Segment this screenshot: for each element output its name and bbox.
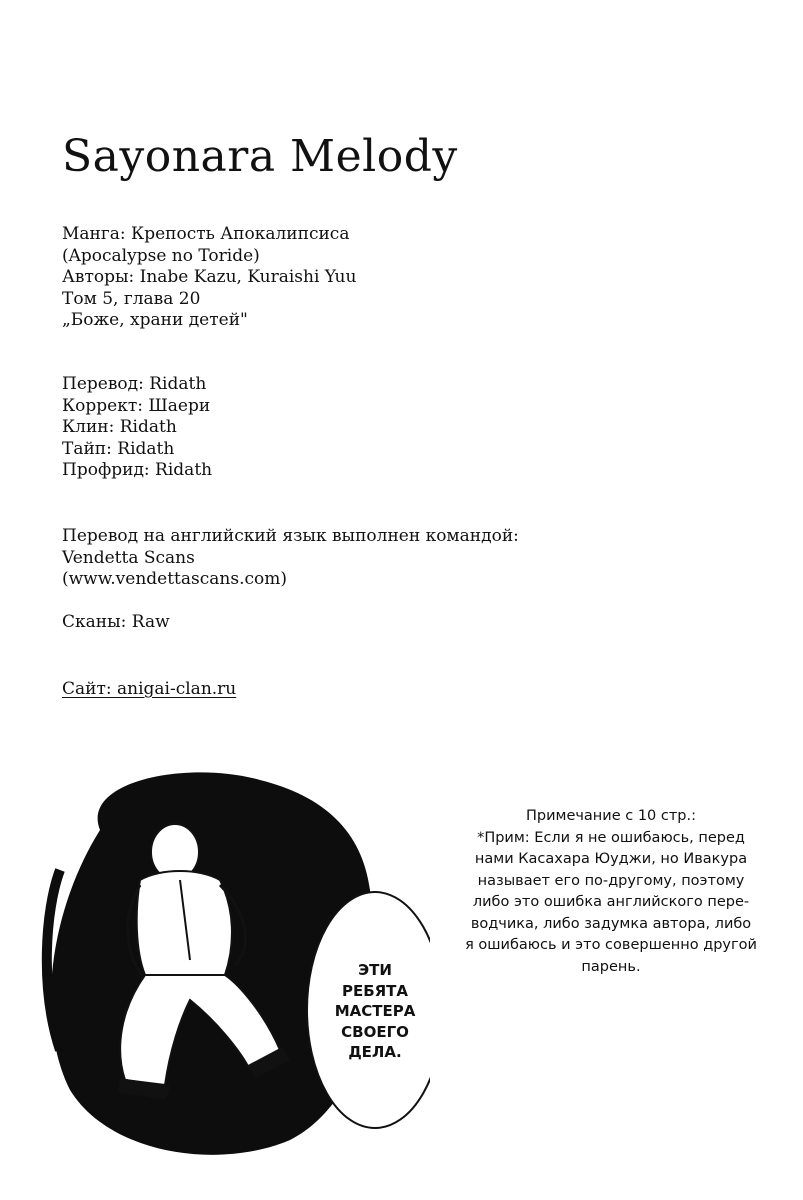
note-heading: Примечание с 10 стр.:: [525, 808, 697, 824]
note-line: называет его по-другому, поэтому: [477, 872, 745, 889]
figure-torso: [137, 871, 232, 975]
manga-title-line: Манга: Крепость Апокалипсиса: [62, 224, 350, 244]
scans-line: Сканы: Raw: [62, 612, 170, 632]
credit-typesetting: Тайп: Ridath: [62, 438, 175, 459]
bubble-line-2: РЕБЯТА: [341, 981, 409, 1000]
note-line: парень.: [581, 958, 641, 975]
page-title: Sayonara Melody: [62, 131, 458, 182]
credits-block: [62, 374, 212, 482]
credit-correction: Коррект: Шаери: [62, 395, 211, 416]
english-team-name: Vendetta Scans: [62, 547, 195, 568]
manga-chapter-title-line: „Боже, храни детей": [62, 310, 248, 330]
english-translation-label: Перевод на английский язык выполнен командой:: [62, 526, 519, 546]
site-link[interactable]: Сайт: anigai-clan.ru: [62, 679, 237, 699]
note-line: нами Касахара Юуджи, но Ивакура: [474, 851, 748, 867]
bubble-line-1: ЭТИ: [358, 961, 392, 979]
manga-authors-line: Авторы: Inabe Kazu, Kuraishi Yuu: [62, 267, 357, 287]
note-line: *Прим: Если я не ошибаюсь, перед: [477, 829, 745, 846]
note-line: я ошибаюсь и это совершенно другой: [465, 937, 757, 953]
manga-volume-chapter-line: Том 5, глава 20: [62, 288, 201, 309]
manga-original-title-line: (Apocalypse no Toride): [62, 245, 260, 266]
note-line: либо это ошибка английского пере-: [472, 894, 750, 910]
credit-translation: Перевод: Ridath: [62, 374, 207, 394]
english-team-website: (www.vendettascans.com): [62, 569, 287, 589]
credit-cleaning: Клин: Ridath: [62, 417, 177, 437]
bubble-line-5: ДЕЛА.: [348, 1043, 402, 1061]
translator-note: [456, 806, 766, 978]
manga-info-block: [62, 224, 356, 332]
speech-bubble-text: [320, 960, 430, 1063]
english-translation-block: [62, 526, 519, 591]
note-line: водчика, либо задумка автора, либо: [470, 915, 752, 932]
bubble-line-3: МАСТЕРА: [334, 1002, 416, 1020]
bubble-line-4: СВОЕГО: [341, 1022, 409, 1041]
credit-proofreading: Профрид: Ridath: [62, 460, 213, 480]
